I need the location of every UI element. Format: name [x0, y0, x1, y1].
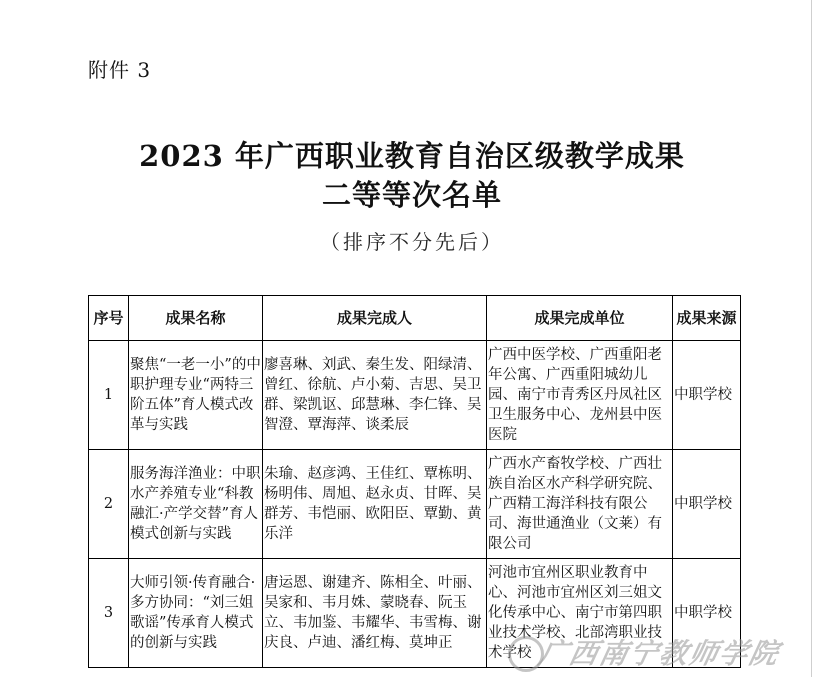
- header-name: 成果名称: [129, 296, 263, 341]
- document-subtitle: （排序不分先后）: [320, 230, 504, 254]
- header-units: 成果完成单位: [487, 296, 673, 341]
- table-header-row: [89, 296, 741, 341]
- row-units: 广西中医学校、广西重阳老年公寓、广西重阳城幼儿园、南宁市青秀区丹凤社区卫生服务中心、龙州县中医医院: [487, 341, 673, 450]
- table-row: [89, 559, 741, 668]
- header-people: 成果完成人: [263, 296, 487, 341]
- row-source: 中职学校: [673, 341, 741, 450]
- row-people: 廖喜琳、刘武、秦生发、阳绿清、曾红、徐航、卢小菊、吉思、吴卫群、梁凯讴、邱慧琳、李仁锋、吴智澄、覃海萍、谈柔辰: [263, 341, 487, 450]
- row-source: 中职学校: [673, 559, 741, 668]
- header-index: 序号: [89, 296, 129, 341]
- table-row: [89, 450, 741, 559]
- row-people: 唐运恩、谢建齐、陈相全、叶丽、吴家和、韦月姝、蒙晓春、阮玉立、韦加鉴、韦耀华、韦雪梅、谢庆良、卢迪、潘红梅、莫坤正: [263, 559, 487, 668]
- document-title: 2023 年广西职业教育自治区级教学成果: [139, 139, 685, 173]
- row-units: 河池市宜州区职业教育中心、河池市宜州区刘三姐文化传承中心、南宁市第四职业技术学校、北部湾职业技术学校: [487, 559, 673, 668]
- row-name: 大师引领·传育融合·多方协同：“刘三姐歌谣”传承育人模式的创新与实践: [129, 559, 263, 668]
- page-edge-line: [811, 0, 812, 677]
- attachment-label: 附件 3: [88, 58, 152, 82]
- header-source: 成果来源: [673, 296, 741, 341]
- watermark-seal-icon: [508, 636, 544, 672]
- table-row: [89, 341, 741, 450]
- watermark-text: 广西南宁教师学院: [536, 637, 784, 670]
- row-index: 3: [89, 559, 129, 668]
- row-index: 1: [89, 341, 129, 450]
- row-name: 聚焦“一老一小”的中职护理专业“两特三阶五体”育人模式改革与实践: [129, 341, 263, 450]
- row-name: 服务海洋渔业：中职水产养殖专业“科教融汇·产学交替”育人模式创新与实践: [129, 450, 263, 559]
- row-units: 广西水产畜牧学校、广西壮族自治区水产科学研究院、广西精工海洋科技有限公司、海世通渔业（文莱）有限公司: [487, 450, 673, 559]
- results-table: [88, 295, 741, 668]
- row-index: 2: [89, 450, 129, 559]
- row-source: 中职学校: [673, 450, 741, 559]
- document-title-line2: 二等等次名单: [321, 178, 502, 212]
- row-people: 朱瑜、赵彦鸿、王佳红、覃栋明、杨明伟、周旭、赵永贞、甘晖、吴群芳、韦恺丽、欧阳臣、覃勤、黄乐洋: [263, 450, 487, 559]
